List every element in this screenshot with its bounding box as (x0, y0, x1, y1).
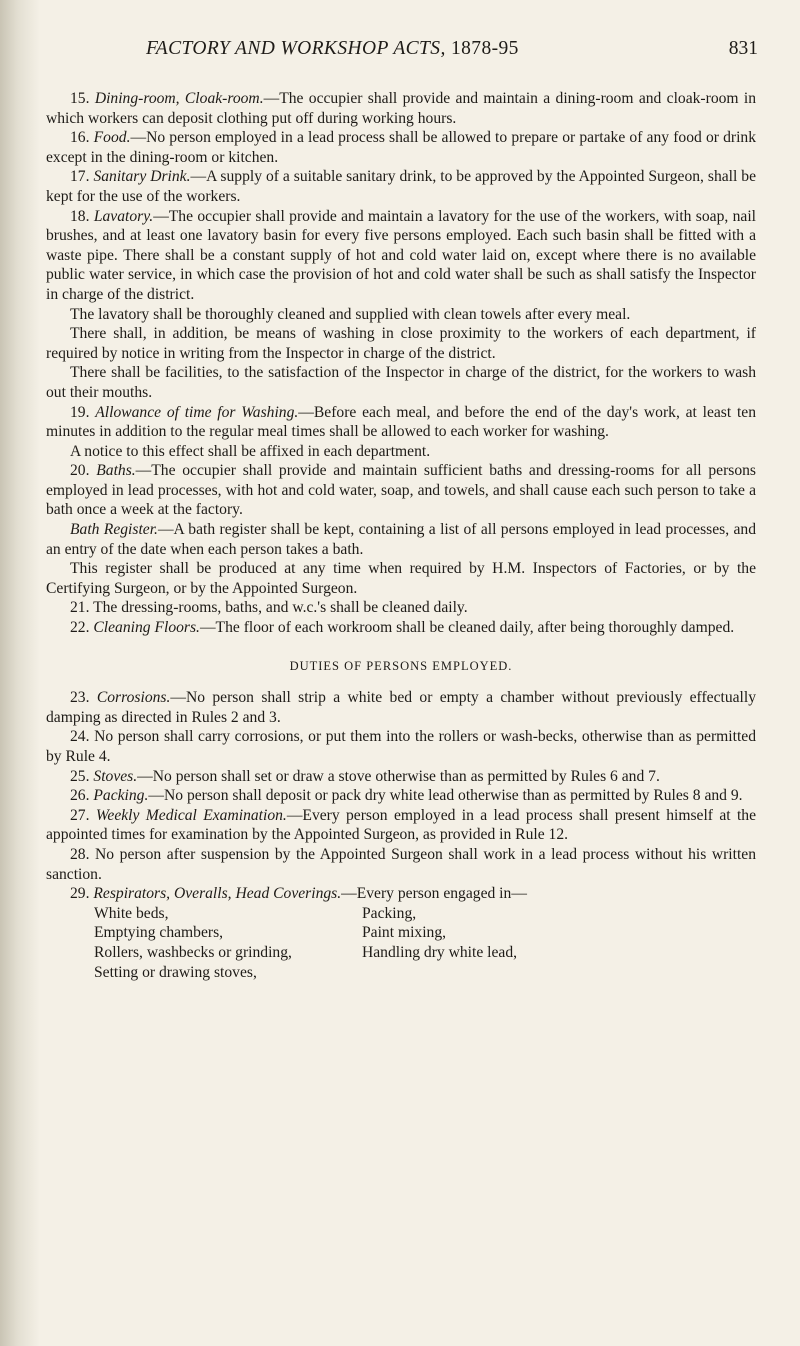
rule-text: —The occupier shall provide and maintain sufficient baths and dressing-rooms for all persons employed in lead processes, with hot and cold water, soap, and towels, and shall cause each such person to take a bath once a week at the factory. (46, 462, 757, 519)
rule-number: 15. (70, 90, 95, 107)
rule-text: —The occupier shall provide and maintain a dining-room and cloak-room in which workers can deposit clothing put off during working hours. (46, 90, 757, 127)
rule-paragraph (46, 727, 756, 766)
rules-group-workplace (46, 89, 756, 638)
rule-text: —Every person engaged in— (341, 885, 527, 903)
list-item: Setting or drawing stoves, (94, 963, 257, 981)
running-title-years: 1878-95 (451, 38, 519, 59)
rule-title: Stoves. (93, 767, 138, 785)
rule-text: —The occupier shall provide and maintain a lavatory for the use of the workers, with soap, nail brushes, and at least one lavatory basin for every five persons employed. Each such basin shall be fitted with a waste pipe. There shall be a constant supply of hot and cold water laid on, except where there is no available public water service, in which case the provision of hot and cold water shall be such as shall satisfy the Inspector in charge of the district. (46, 207, 756, 303)
rule-title: Weekly Medical Examination. (95, 806, 287, 824)
rule-text: The dressing-rooms, baths, and w.c.'s shall be cleaned daily. (93, 599, 468, 617)
rule-paragraph (46, 403, 756, 442)
rule-paragraph (46, 845, 756, 884)
rule-text: —No person employed in a lead process shall be allowed to prepare or partake of any food or drink except in the dining-room or kitchen. (46, 129, 757, 166)
rule-paragraph (46, 520, 756, 559)
rule-number: 29. (70, 885, 94, 903)
rule-paragraph (46, 461, 756, 520)
rule-title: Sanitary Drink. (93, 168, 191, 186)
list-item (362, 963, 654, 983)
rule-number: 16. (70, 129, 94, 147)
rule-paragraph (46, 324, 756, 363)
page-number: 831 (728, 38, 758, 59)
rule-text: —A supply of a suitable sanitary drink, to be approved by the Appointed Surgeon, shall be kept for the use of the workers. (46, 168, 756, 205)
rule-number: 21. (70, 599, 94, 617)
rule-paragraph (46, 89, 756, 128)
rule-title: Respirators, Overalls, Head Coverings. (93, 885, 342, 903)
rule-text: —Every person employed in a lead process shall present himself at the appointed times for examination by the Appointed Surgeon, as provided in Rule 12. (46, 806, 756, 844)
rule-title: Baths. (96, 462, 136, 480)
running-title (146, 34, 519, 64)
rule-paragraph (46, 442, 756, 462)
rule-number: 25. (70, 767, 94, 785)
running-head (46, 34, 758, 64)
rule-paragraph (46, 688, 756, 727)
rule-title: Cleaning Floors. (93, 619, 200, 637)
rule-text: There shall be facilities, to the satisfaction of the Inspector in charge of the district, for the workers to wash out their mouths. (46, 364, 756, 401)
rule-paragraph (46, 884, 756, 904)
rule-title: Food. (93, 129, 131, 147)
rule-number: 19. (70, 403, 96, 421)
rule-number: 26. (70, 787, 94, 805)
rule-number: 18. (70, 207, 94, 225)
rule-text: No person shall carry corrosions, or put them into the rollers or wash-becks, otherwise than as permitted by Rule 4. (46, 728, 756, 765)
rule-title: Dining-room, Cloak-room. (94, 90, 264, 107)
list-item: Emptying chambers, (94, 924, 224, 942)
rule-number: 23. (70, 689, 97, 707)
list-item: Paint mixing, (362, 924, 447, 942)
rule-paragraph (46, 806, 756, 845)
rule-text: No person after suspension by the Appointed Surgeon shall work in a lead process without his written sanction. (46, 845, 757, 883)
rule-paragraph (46, 128, 756, 167)
section-heading: DUTIES OF PERSONS EMPLOYED. (289, 658, 513, 673)
list-item: Rollers, washbecks or grinding, (94, 943, 292, 961)
book-page (46, 0, 758, 1346)
rule-paragraph (46, 618, 756, 638)
list-item: Handling dry white lead, (362, 943, 518, 961)
rule-title: Packing. (93, 787, 149, 805)
rule-title: Lavatory. (93, 207, 154, 225)
rules-group-duties (46, 688, 756, 904)
rule-29-process-list (94, 904, 654, 982)
rule-paragraph (46, 767, 756, 787)
rule-number: 28. (70, 845, 96, 863)
rule-title: Allowance of time for Washing. (95, 403, 299, 421)
rule-number: 20. (70, 462, 97, 480)
rule-paragraph (46, 305, 756, 325)
rule-text: This register shall be produced at any time when required by H.M. Inspectors of Factories, or by the Certifying Surgeon, or by the Appointed Surgeon. (46, 560, 756, 597)
list-item: Packing, (362, 904, 417, 922)
rule-text: —Before each meal, and before the end of the day's work, at least ten minutes in addition to the regular meal times shall be allowed to each worker for washing. (46, 403, 756, 441)
rule-number: 27. (70, 806, 96, 824)
rule-title: Corrosions. (96, 689, 171, 707)
rule-text: —A bath register shall be kept, containing a list of all persons employed in lead processes, and an entry of the date when each person takes a bath. (46, 521, 756, 558)
rule-number: 22. (70, 619, 94, 637)
rule-text: There shall, in addition, be means of washing in close proximity to the workers of each department, if required by notice in writing from the Inspector in charge of the district. (46, 325, 756, 362)
rule-paragraph (46, 598, 756, 618)
rule-number: 24. (70, 728, 95, 746)
page-body (46, 89, 756, 982)
rule-paragraph (46, 207, 756, 305)
book-spine-shadow (0, 0, 40, 1346)
rule-text: The lavatory shall be thoroughly cleaned and supplied with clean towels after every meal. (70, 305, 631, 323)
rule-text: —No person shall set or draw a stove otherwise than as permitted by Rules 6 and 7. (137, 767, 660, 785)
running-title-text: FACTORY AND WORKSHOP ACTS, (146, 38, 451, 59)
rule-paragraph (46, 363, 756, 402)
rule-text: —The floor of each workroom shall be cleaned daily, after being thoroughly damped. (199, 619, 735, 637)
rule-text: —No person shall strip a white bed or empty a chamber without previously effectually damping as directed in Rules 2 and 3. (46, 689, 756, 726)
rule-text: —No person shall deposit or pack dry white lead otherwise than as permitted by Rules 8 and 9. (148, 787, 743, 805)
rule-paragraph (46, 786, 756, 806)
list-item: White beds, (94, 904, 169, 922)
rule-number: 17. (70, 168, 94, 186)
rule-text: A notice to this effect shall be affixed in each department. (70, 442, 431, 460)
rule-paragraph (46, 167, 756, 206)
rule-paragraph (46, 559, 756, 598)
rule-title: Bath Register. (70, 521, 158, 539)
